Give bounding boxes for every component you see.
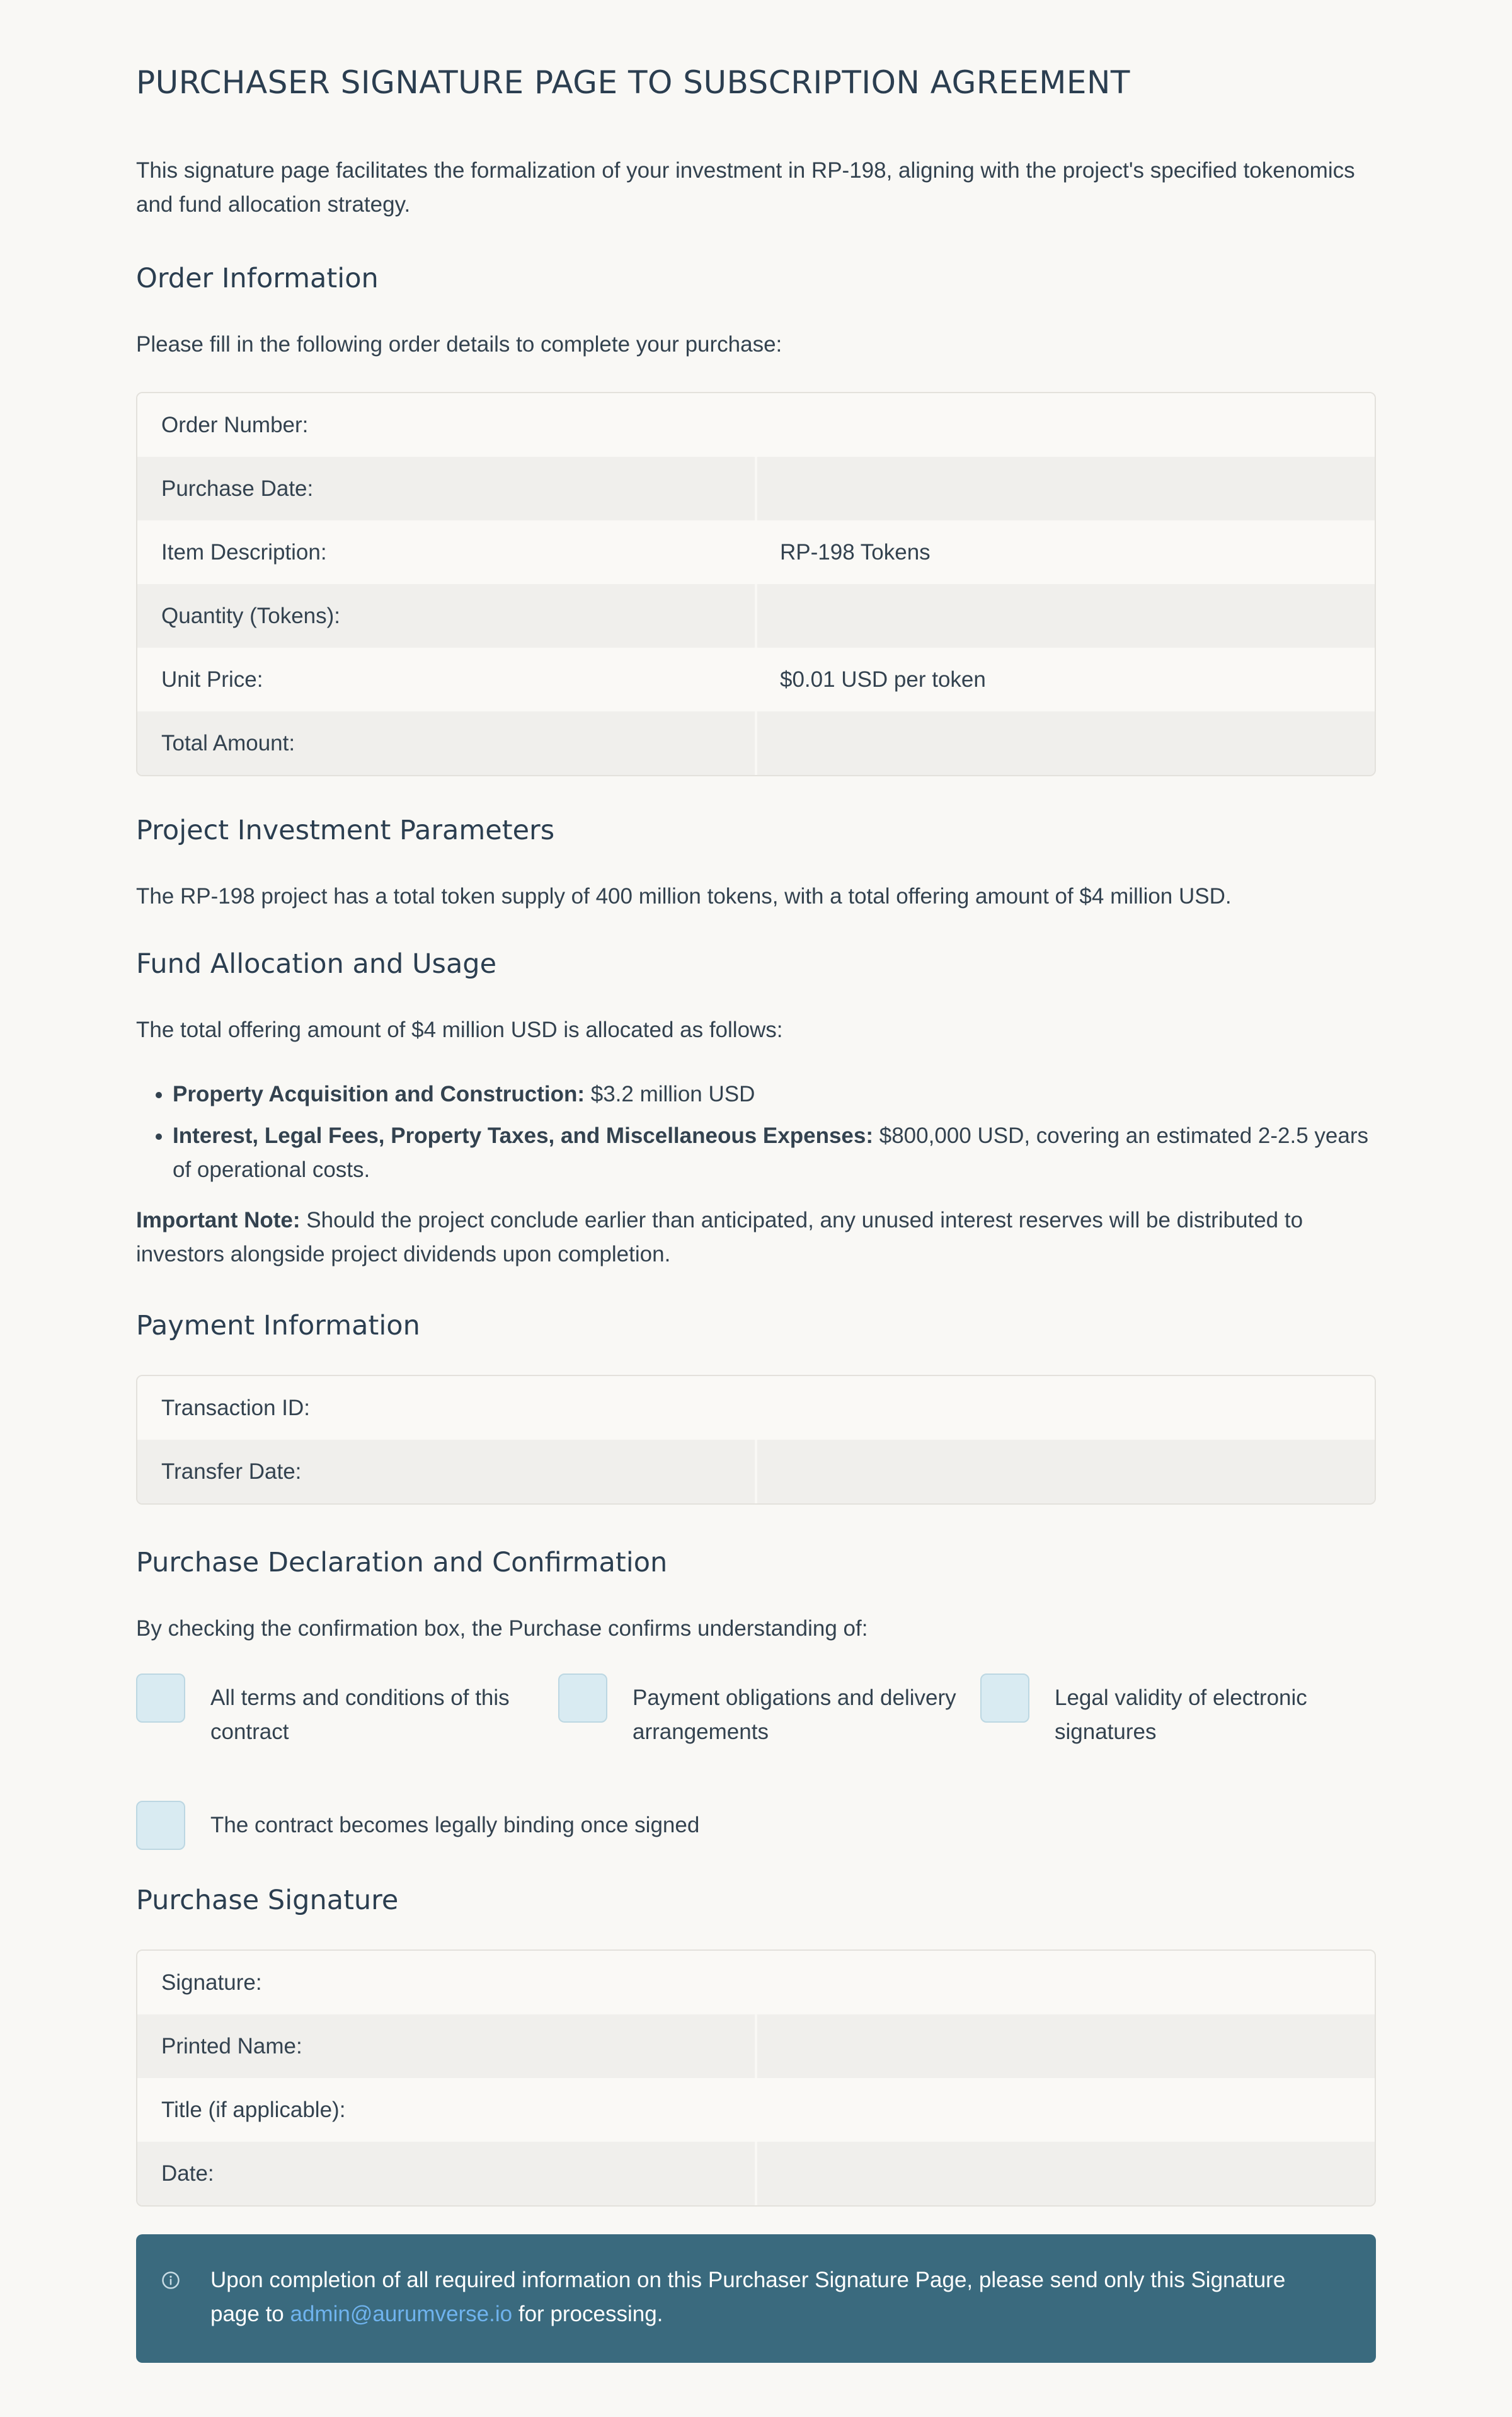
- allocation-item-text: $3.2 million USD: [585, 1082, 755, 1106]
- info-icon: [161, 2271, 180, 2290]
- order-label: Purchase Date:: [161, 476, 314, 501]
- signature-label: Signature:: [161, 1970, 262, 1995]
- confirmation-checklist: [136, 1674, 1376, 1850]
- transfer-date-field[interactable]: [755, 1440, 1375, 1503]
- allocation-heading: Fund Allocation and Usage: [136, 948, 497, 980]
- title-row: [137, 2078, 1375, 2142]
- checkbox-label: Payment obligations and delivery arrangements: [633, 1685, 956, 1744]
- page-title: PURCHASER SIGNATURE PAGE TO SUBSCRIPTION AGREEMENT: [136, 64, 1130, 101]
- signature-field[interactable]: [756, 1951, 1375, 2014]
- email-link[interactable]: admin@aurumverse.io: [290, 2302, 513, 2326]
- confirm-binding: [136, 1801, 892, 1850]
- order-number-field[interactable]: [756, 393, 1375, 457]
- signatures-checkbox[interactable]: [980, 1674, 1029, 1723]
- params-text: The RP-198 project has a total token supply of 400 million tokens, with a total offering amount of $4 million USD.: [136, 884, 1232, 909]
- printed-name-field[interactable]: [755, 2014, 1375, 2078]
- allocation-lead: The total offering amount of $4 million USD is allocated as follows:: [136, 1018, 783, 1042]
- total-amount-field[interactable]: [755, 711, 1375, 775]
- terms-checkbox[interactable]: [136, 1674, 185, 1723]
- checkbox-label: Legal validity of electronic signatures: [1055, 1685, 1307, 1744]
- order-table: [136, 392, 1376, 776]
- order-label: Unit Price:: [161, 667, 263, 692]
- transaction-id-field[interactable]: [756, 1376, 1375, 1440]
- note-text: Should the project conclude earlier than anticipated, any unused interest reserves will be distributed to investors alongside project dividends upon completion.: [136, 1208, 1303, 1266]
- order-row-purchase-date: [137, 457, 1375, 520]
- list-item: [173, 1077, 1376, 1111]
- payment-checkbox[interactable]: [558, 1674, 607, 1723]
- order-row-total-amount: [137, 711, 1375, 775]
- allocation-item-title: Property Acquisition and Construction:: [173, 1082, 585, 1106]
- submission-banner: [136, 2234, 1376, 2363]
- binding-checkbox[interactable]: [136, 1801, 185, 1850]
- note-label: Important Note:: [136, 1208, 301, 1232]
- signature-page: [136, 0, 1376, 2363]
- checkbox-label: All terms and conditions of this contract: [210, 1685, 510, 1744]
- declaration-heading: Purchase Declaration and Confirmation: [136, 1547, 668, 1578]
- payment-label: Transfer Date:: [161, 1459, 302, 1484]
- signature-table: [136, 1949, 1376, 2207]
- signature-label: Date:: [161, 2161, 214, 2186]
- banner-text-after: for processing.: [512, 2302, 663, 2326]
- allocation-item-title: Interest, Legal Fees, Property Taxes, and Miscellaneous Expenses:: [173, 1123, 874, 1148]
- allocation-list: [136, 1077, 1376, 1187]
- unit-price-value: $0.01 USD per token: [780, 667, 986, 692]
- order-row-unit-price: [137, 648, 1375, 711]
- order-label: Item Description:: [161, 539, 327, 565]
- params-heading: Project Investment Parameters: [136, 815, 555, 846]
- printed-name-row: [137, 2014, 1375, 2078]
- payment-heading: Payment Information: [136, 1310, 420, 1341]
- confirm-terms: [136, 1674, 558, 1749]
- payment-row-transfer-date: [137, 1440, 1375, 1503]
- signature-label: Title (if applicable):: [161, 2097, 346, 2122]
- important-note: [136, 1203, 1376, 1272]
- list-item: [173, 1119, 1376, 1187]
- payment-table: [136, 1375, 1376, 1505]
- payment-label: Transaction ID:: [161, 1395, 311, 1420]
- quantity-field[interactable]: [755, 584, 1375, 648]
- order-row-quantity: [137, 584, 1375, 648]
- signature-row: [137, 1951, 1375, 2014]
- order-row-order-number: [137, 393, 1375, 457]
- signature-date-field[interactable]: [755, 2142, 1375, 2205]
- purchase-date-field[interactable]: [755, 457, 1375, 520]
- declaration-lead: By checking the confirmation box, the Purchase confirms understanding of:: [136, 1616, 868, 1641]
- payment-row-transaction-id: [137, 1376, 1375, 1440]
- confirm-payment: [558, 1674, 980, 1749]
- signature-heading: Purchase Signature: [136, 1885, 399, 1916]
- order-label: Total Amount:: [161, 730, 295, 755]
- order-row-item-description: [137, 520, 1375, 584]
- order-label: Order Number:: [161, 412, 309, 437]
- order-label: Quantity (Tokens):: [161, 603, 340, 628]
- order-lead: Please fill in the following order details to complete your purchase:: [136, 332, 782, 357]
- item-description-value: RP-198 Tokens: [780, 539, 931, 565]
- intro-text: This signature page facilitates the formalization of your investment in RP-198, aligning with the project's specified tokenomics and fund allocation strategy.: [136, 158, 1355, 217]
- checkbox-label: The contract becomes legally binding once signed: [210, 1813, 700, 1837]
- confirm-signatures: [980, 1674, 1371, 1749]
- date-row: [137, 2142, 1375, 2205]
- title-field[interactable]: [756, 2078, 1375, 2142]
- signature-label: Printed Name:: [161, 2033, 302, 2058]
- allocation-item-text: $800,000 USD, covering an estimated 2-2.5 years of operational costs.: [173, 1123, 1369, 1182]
- order-heading: Order Information: [136, 263, 379, 294]
- banner-text-before: Upon completion of all required information on this Purchaser Signature Page, please send only this Signature page to: [210, 2268, 1286, 2326]
